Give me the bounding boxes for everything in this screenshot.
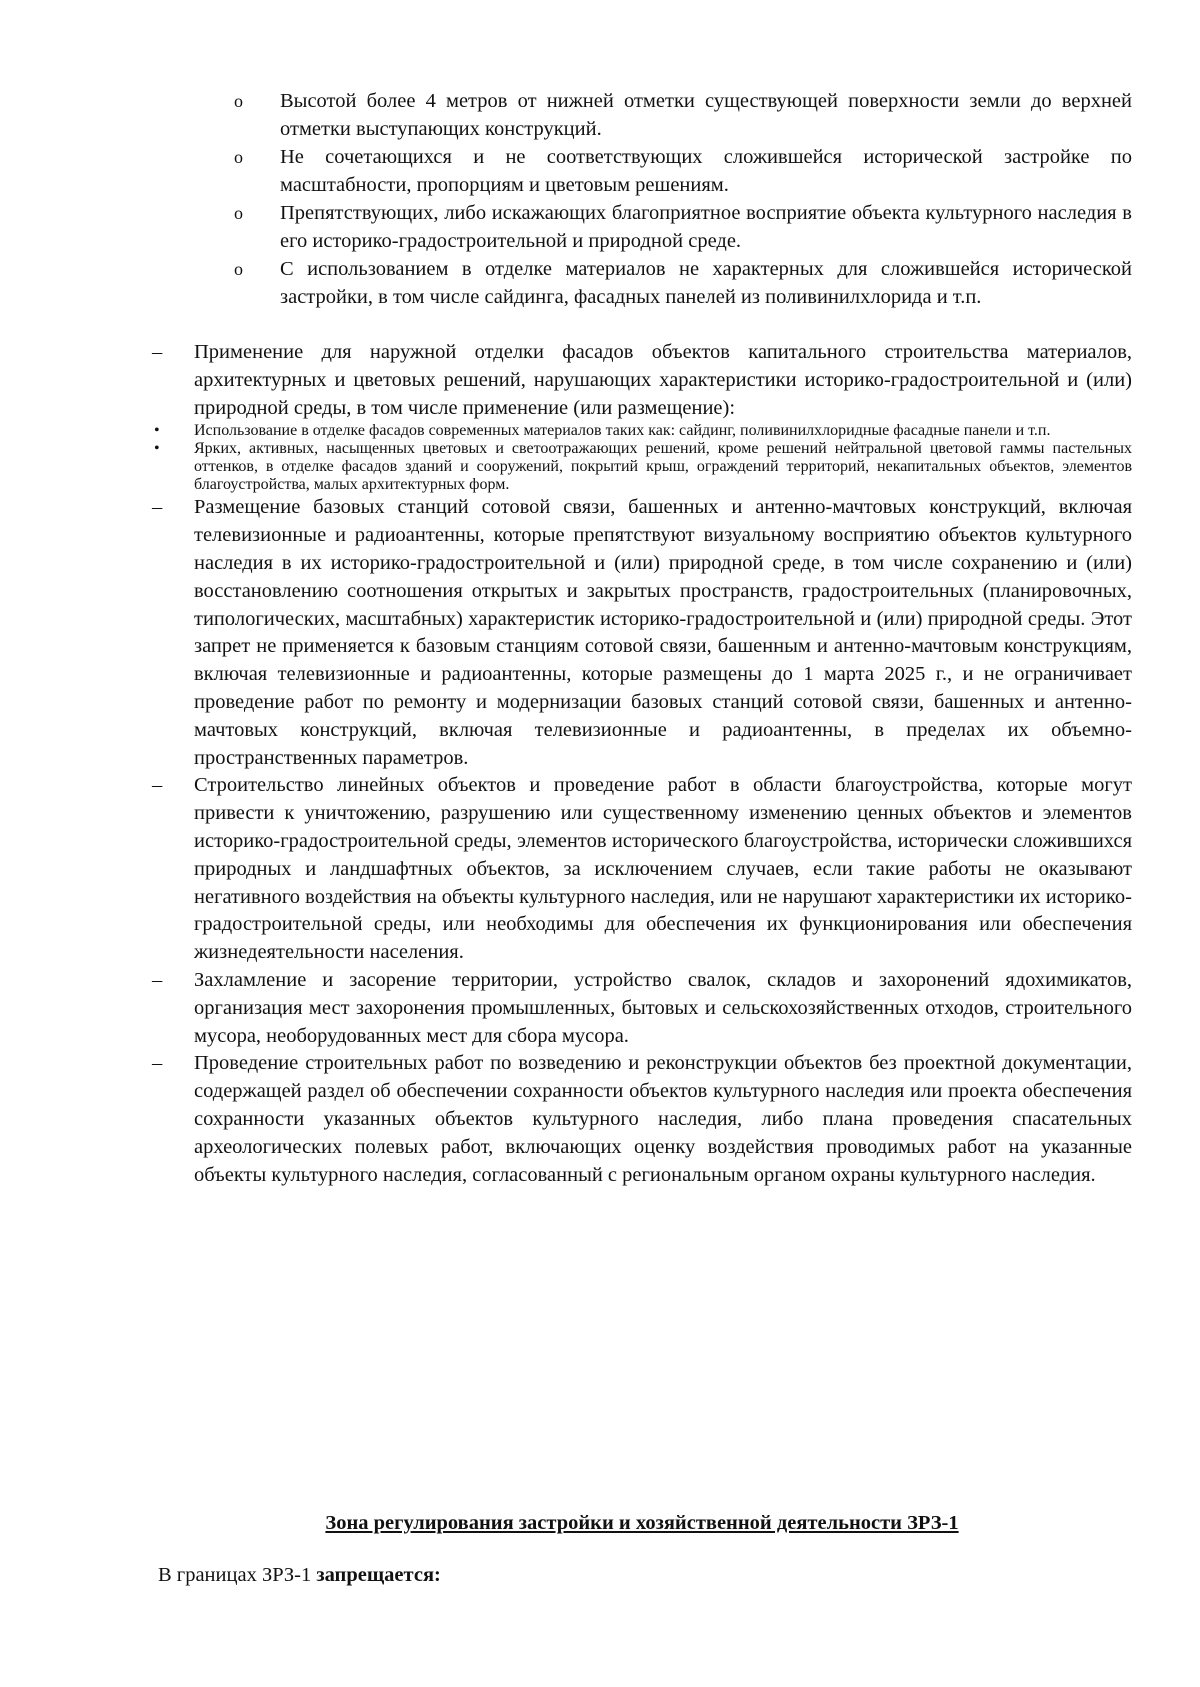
intro-bold: запрещается: <box>316 1564 441 1586</box>
list-item-text: С использованием в отделке материалов не характерных для сложившейся исторической застройки, в том числе сайдинга, фасадных панелей из поливинилхлорида и т.п. <box>280 258 1132 308</box>
list-item-text: Высотой более 4 метров от нижней отметки существующей поверхности земли до верхней отметки выступающих конструкций. <box>280 90 1132 140</box>
dot-bullet-icon: • <box>154 422 160 440</box>
list-item <box>234 255 1132 311</box>
sub-list <box>234 87 1132 311</box>
bullet-list <box>152 422 1132 494</box>
list-item <box>234 143 1132 199</box>
list-item <box>152 772 1132 967</box>
intro-prefix: В границах ЗРЗ-1 <box>158 1564 317 1586</box>
dash-bullet-icon: – <box>152 341 163 363</box>
list-item <box>152 1050 1132 1189</box>
dash-bullet-icon: – <box>152 968 163 991</box>
circle-bullet-icon: o <box>234 91 243 111</box>
dot-bullet-icon: • <box>154 440 160 458</box>
circle-bullet-icon: o <box>234 147 243 167</box>
list-item-text: Проведение строительных работ по возведению и реконструкции объектов без проектной документации, содержащей раздел об обеспечении сохранности объектов культурного наследия или проекта обеспечения сохранности указанных объектов культурного наследия, либо плана проведения спасательных археологических полевых работ, включающих оценку воздействия проводимых работ на указанные объекты культурного наследия, согласованный с региональным органом охраны культурного наследия. <box>194 1052 1132 1186</box>
list-item <box>152 440 1132 494</box>
list-item-text: Применение для наружной отделки фасадов объектов капитального строительства материалов, архитектурных и цветовых решений, нарушающих характеристики историко-градостроительной и (или) природной среды, в том числе применение (или размещение): <box>194 341 1132 419</box>
list-item-text: Препятствующих, либо искажающих благоприятное восприятие объекта культурного наследия в его историко-градостроительной и природной среде. <box>280 202 1132 252</box>
list-item <box>152 339 1132 422</box>
list-item-text: Строительство линейных объектов и проведение работ в области благоустройства, которые могут привести к уничтожению, разрушению или существенному изменению ценных объектов и элементов историко-градостроительной среды, элементов исторического благоустройства, исторически сложившихся природных и ландшафтных объектов, за исключением случаев, если такие работы не оказывают негативного воздействия на объекты культурного наследия, или не нарушают характеристики их историко-градостроительной среды, или необходимы для обеспечения их функционирования или обеспечения жизнедеятельности населения. <box>194 774 1132 964</box>
dash-bullet-icon: – <box>152 774 163 797</box>
list-item <box>234 87 1132 143</box>
list-item <box>234 199 1132 255</box>
intro-line <box>158 1561 441 1589</box>
circle-bullet-icon: o <box>234 203 243 223</box>
list-item <box>152 422 1132 440</box>
list-item <box>152 494 1132 772</box>
list-item-text: Размещение базовых станций сотовой связи, башенных и антенно-мачтовых конструкций, включая телевизионные и радиоантенны, которые препятствуют визуальному восприятию объектов культурного наследия в их историко-градостроительной и (или) природной среде, в том числе сохранению и (или) восстановлению соотношения открытых и закрытых пространств, градостроительных (планировочных, типологических, масштабных) характеристик историко-градостроительной и (или) природной среды. Этот запрет не применяется к базовым станциям сотовой связи, башенным и антенно-мачтовым конструкциям, включая телевизионные и радиоантенны, которые размещены до 1 марта 2025 г., и не ограничивает проведение работ по ремонту и модернизации базовых станций сотовой связи, башенных и антенно-мачтовых конструкций, включая телевизионные и радиоантенны, в пределах их объемно-пространственных параметров. <box>194 496 1132 769</box>
dash-bullet-icon: – <box>152 496 163 519</box>
list-item-text: Не сочетающихся и не соответствующих сложившейся исторической застройке по масштабности, пропорциям и цветовым решениям. <box>280 146 1132 196</box>
list-item-text: Захламление и засорение территории, устройство свалок, складов и захоронений ядохимикатов, организация мест захоронения промышленных, бытовых и сельскохозяйственных отходов, строительного мусора, необорудованных мест для сбора мусора. <box>194 968 1132 1047</box>
circle-bullet-icon: o <box>234 259 243 279</box>
main-list <box>152 339 1132 1189</box>
list-item <box>152 967 1132 1050</box>
section-title: Зона регулирования застройки и хозяйственной деятельности ЗРЗ-1 <box>325 1512 959 1534</box>
dash-bullet-icon: – <box>152 1052 163 1075</box>
list-item-text: Ярких, активных, насыщенных цветовых и светоотражающих решений, кроме решений нейтральной цветовой гаммы пастельных оттенков, в отделке фасадов зданий и сооружений, покрытий крыш, ограждений территорий, некапитальных объектов, элементов благоустройства, малых архитектурных форм. <box>194 440 1132 494</box>
list-item-text: Использование в отделке фасадов современных материалов таких как: сайдинг, поливинилхлоридные фасадные панели и т.п. <box>194 422 1051 440</box>
